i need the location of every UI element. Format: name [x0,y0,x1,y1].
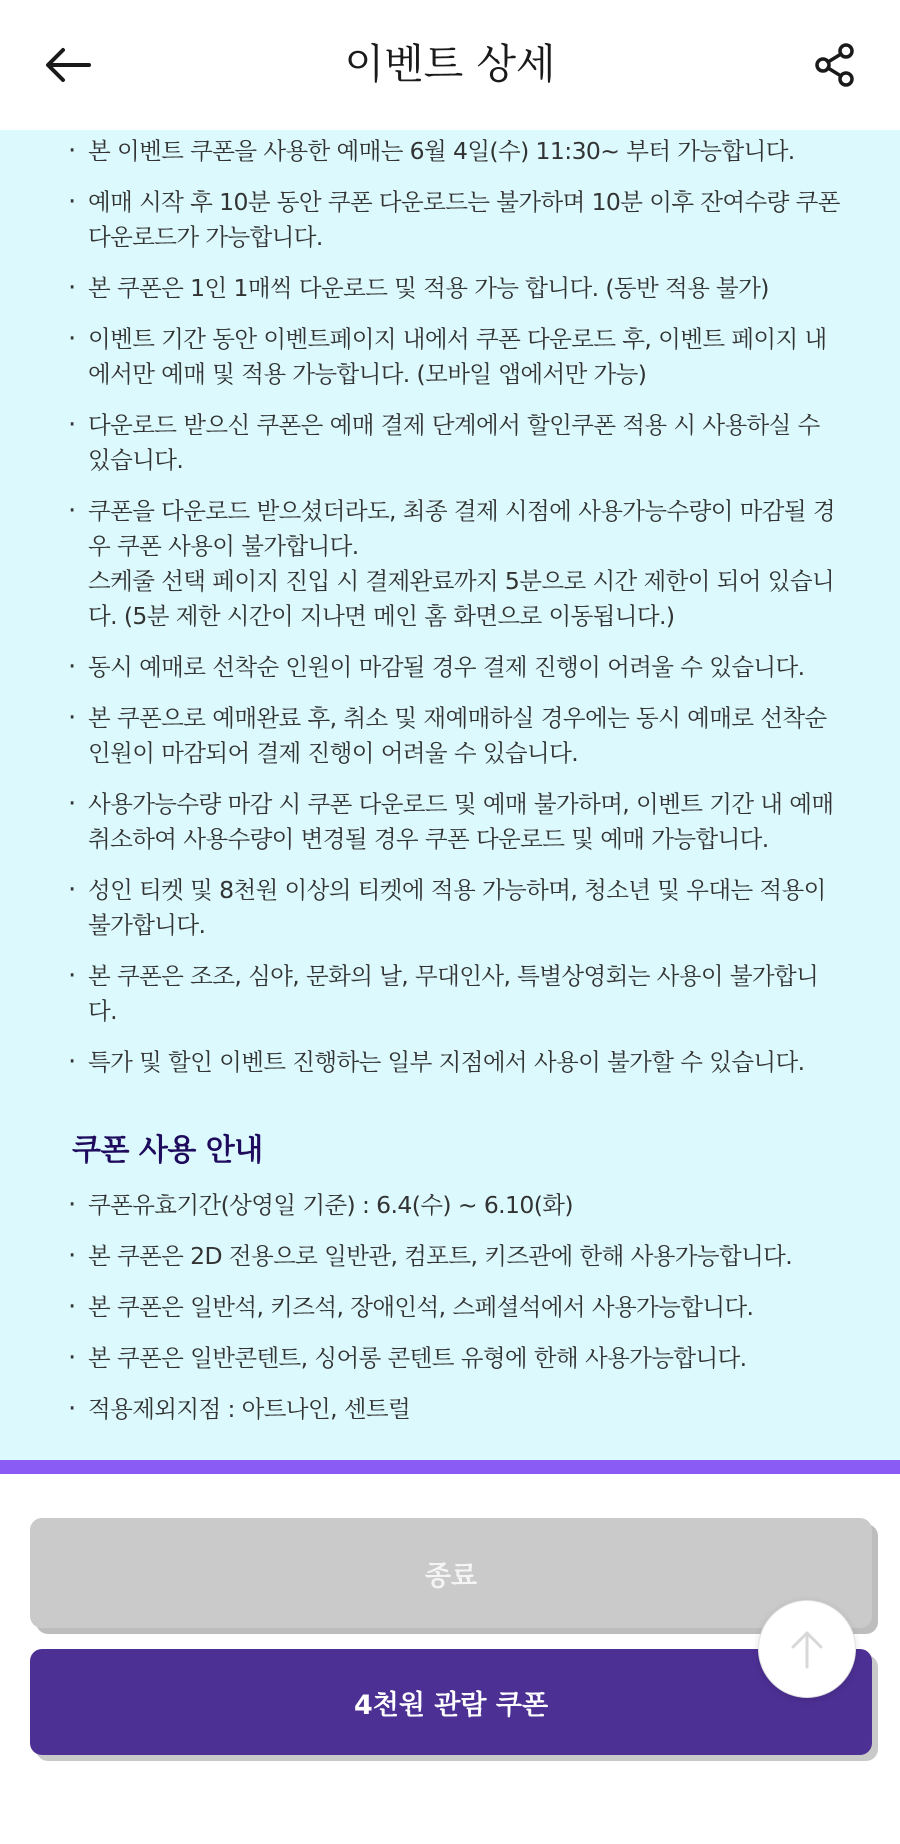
coupon-guide-item: · 본 쿠폰은 일반콘텐트, 싱어롱 콘텐트 유형에 한해 사용가능합니다. [70,1341,840,1376]
notice-item: · 이벤트 기간 동안 이벤트페이지 내에서 쿠폰 다운로드 후, 이벤트 페이지 내에서만 예매 및 적용 가능합니다. (모바일 앱에서만 가능) [70,322,840,392]
event-content [0,130,900,1460]
notice-item [70,494,840,634]
notice-item: · 본 쿠폰은 조조, 심야, 문화의 날, 무대인사, 특별상영회는 사용이 불가합니다. [70,959,840,1029]
coupon-guide-item: · 본 쿠폰은 일반석, 키즈석, 장애인석, 스페셜석에서 사용가능합니다. [70,1290,840,1325]
coupon-guide-title: 쿠폰 사용 안내 [72,1133,263,1168]
accent-divider [0,1460,900,1474]
event-ended-button[interactable]: 종료 [30,1518,872,1628]
coupon-guide-item: · 적용제외지점 : 아트나인, 센트럴 [70,1392,840,1427]
notice-item: · 예매 시작 후 10분 동안 쿠폰 다운로드는 불가하며 10분 이후 잔여수량 쿠폰 다운로드가 가능합니다. [70,185,840,255]
page-title: 이벤트 상세 [344,40,556,88]
app-header [0,0,900,130]
share-button[interactable] [810,40,860,90]
notice-item: · 특가 및 할인 이벤트 진행하는 일부 지점에서 사용이 불가할 수 있습니다. [70,1045,840,1080]
notice-item-extra: 스케줄 선택 페이지 진입 시 결제완료까지 5분으로 시간 제한이 되어 있습니다. (5분 제한 시간이 지나면 메인 홈 화면으로 이동됩니다.) [88,567,835,630]
footer-actions [0,1474,900,1844]
coupon-guide-item: · 본 쿠폰은 2D 전용으로 일반관, 컴포트, 키즈관에 한해 사용가능합니다. [70,1239,840,1274]
notice-item: · 본 쿠폰으로 예매완료 후, 취소 및 재예매하실 경우에는 동시 예매로 선착순 인원이 마감되어 결제 진행이 어려울 수 있습니다. [70,701,840,771]
coupon-guide-item: · 쿠폰유효기간(상영일 기준) : 6.4(수) ~ 6.10(화) [70,1188,840,1223]
notice-item: · 본 쿠폰은 1인 1매씩 다운로드 및 적용 가능 합니다. (동반 적용 불가) [70,271,840,306]
share-icon [813,42,857,88]
notice-item: · 성인 티켓 및 8천원 이상의 티켓에 적용 가능하며, 청소년 및 우대는 적용이 불가합니다. [70,873,840,943]
notice-item: · 본 이벤트 쿠폰을 사용한 예매는 6월 4일(수) 11:30~ 부터 가능합니다. [70,134,840,169]
coupon-guide-list [0,1188,840,1427]
arrow-up-icon [787,1627,827,1671]
notice-item: · 다운로드 받으신 쿠폰은 예매 결제 단계에서 할인쿠폰 적용 시 사용하실 수 있습니다. [70,408,840,478]
scroll-to-top-button[interactable] [758,1600,856,1698]
notice-item: · 동시 예매로 선착순 인원이 마감될 경우 결제 진행이 어려울 수 있습니다. [70,650,840,685]
coupon-download-button[interactable]: 4천원 관람 쿠폰 [30,1649,872,1755]
notice-list [0,130,840,1080]
notice-item: · 사용가능수량 마감 시 쿠폰 다운로드 및 예매 불가하며, 이벤트 기간 내 예매 취소하여 사용수량이 변경될 경우 쿠폰 다운로드 및 예매 가능합니다. [70,787,840,857]
notice-item-text: 쿠폰을 다운로드 받으셨더라도, 최종 결제 시점에 사용가능수량이 마감될 경우 쿠폰 사용이 불가합니다. [88,497,835,560]
